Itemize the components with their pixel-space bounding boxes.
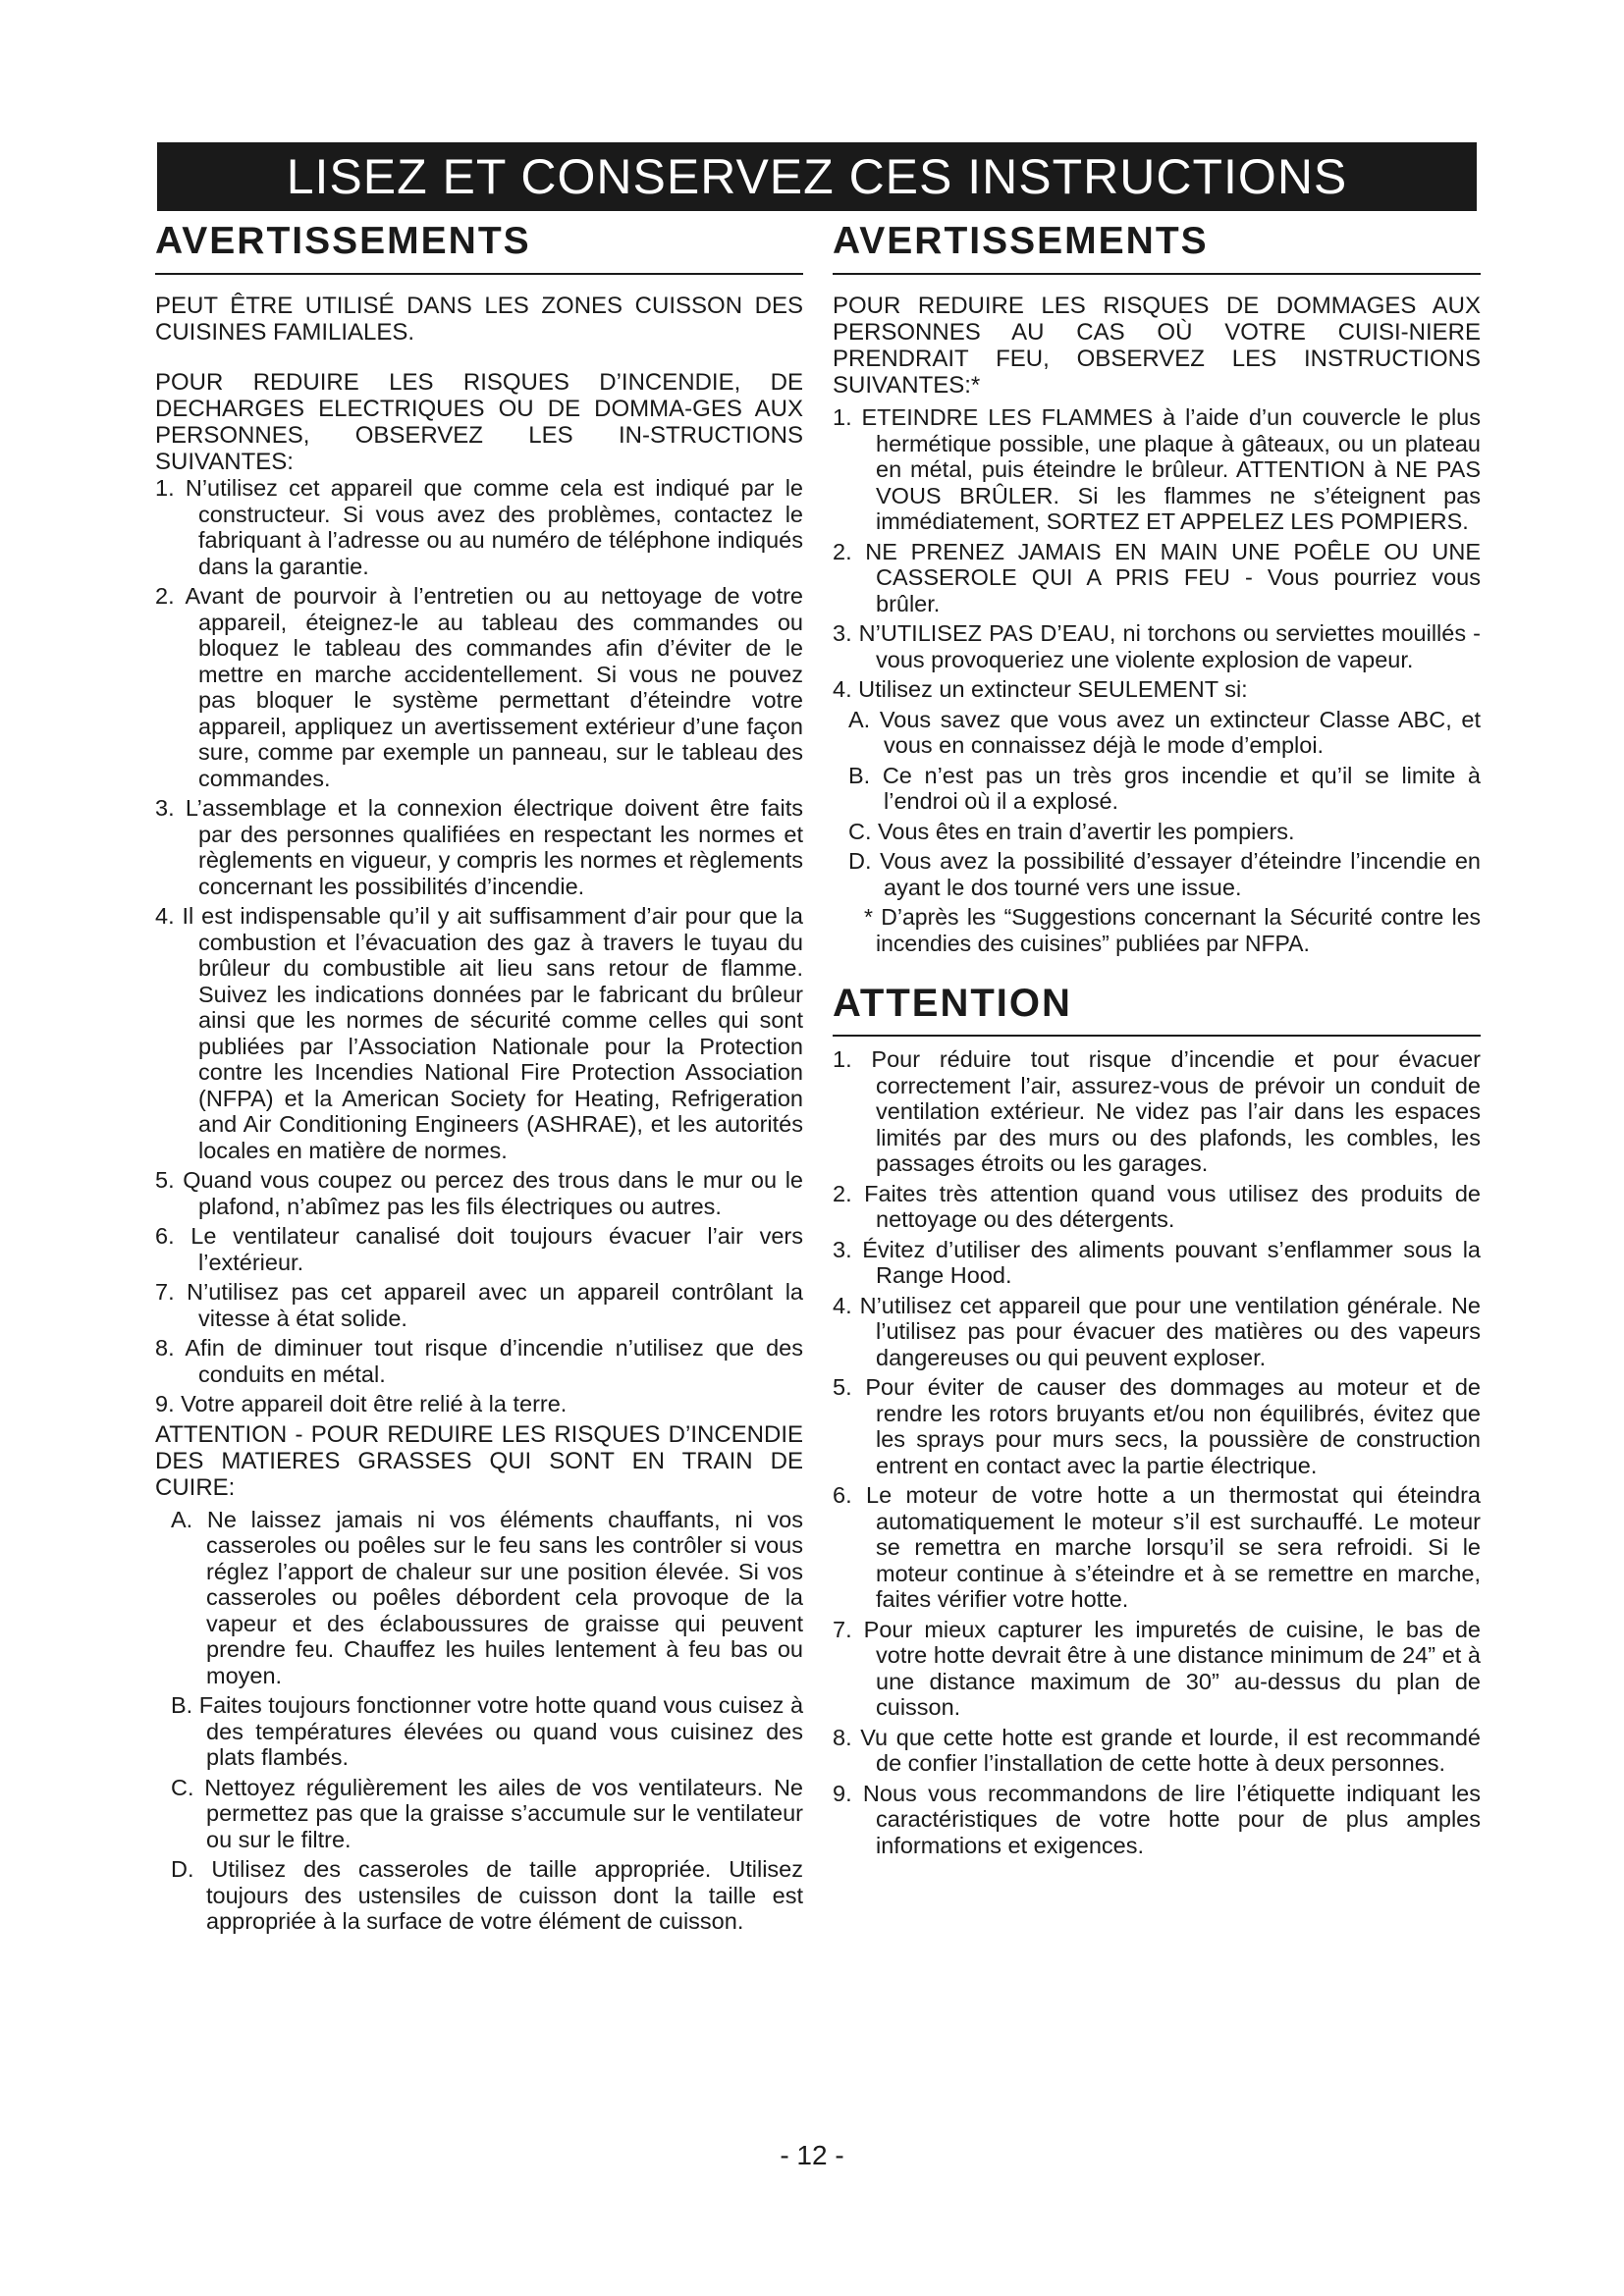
extinguisher-conditions-list (833, 707, 1481, 901)
list-item: 7. N’utilisez pas cet appareil avec un appareil contrôlant la vitesse à état solide. (155, 1279, 803, 1331)
list-item: 8. Vu que cette hotte est grande et lourde, il est recommandé de confier l’installation de cette hotte à deux personnes. (833, 1724, 1481, 1776)
attention-list (833, 1046, 1481, 1858)
list-item: D. Vous avez la possibilité d’essayer d’éteindre l’incendie en ayant le dos tourné vers une issue. (848, 848, 1481, 900)
list-item: A. Ne laissez jamais ni vos éléments chauffants, ni vos casseroles ou poêles sur le feu sans les contrôler si vous réglez l’apport de chaleur sur une position élevée. Si vos casseroles ou poêles débordent cela provoque de la vapeur et des éclaboussures de graisse qui peuvent prendre feu. Chauffez les huiles lentement à feu bas ou moyen. (171, 1506, 803, 1688)
list-item: 9. Nous vous recommandons de lire l’étiquette indiquant les caractéristiques de votre hotte pour de plus amples informations et exigences. (833, 1780, 1481, 1858)
right-column (833, 218, 1481, 1862)
list-item: B. Ce n’est pas un très gros incendie et qu’il se limite à l’endroi où il a explosé. (848, 762, 1481, 814)
right-section-title: AVERTISSEMENTS (833, 218, 1481, 275)
list-item: 5. Pour éviter de causer des dommages au moteur et de rendre les rotors bruyants et/ou non équilibrés, évitez que les sprays pour murs secs, la poussière de construction entrent en contact avec la partie électrique. (833, 1374, 1481, 1478)
list-item: 4. Il est indispensable qu’il y ait suffisamment d’air pour que la combustion et l’évacuation des gaz à travers le tuyau du brûleur du combustible ait lieu sans retour de flamme. Suivez les indications données par le fabricant du brûleur ainsi que les normes de sécurité comme celles qui sont publiées par l’Association Nationale pour la Protection contre les Incendies National Fire Protection Association (NFPA) et la American Society for Heating, Refrigeration and Air Conditioning Engineers (ASHRAE), et les autorités locales en matière de normes. (155, 903, 803, 1163)
list-item: A. Vous savez que vous avez un extincteur Classe ABC, et vous en connaissez déjà le mode d’emploi. (848, 706, 1481, 758)
list-item: C. Nettoyez régulièrement les ailes de vos ventilateurs. Ne permettez pas que la graisse s’accumule sur le ventilateur ou sur le filtre. (171, 1774, 803, 1852)
list-item: 1. N’utilisez cet appareil que comme cela est indiqué par le constructeur. Si vous avez des problèmes, contactez le fabriquant à l’adresse ou au numéro de téléphone indiqués dans la garantie. (155, 475, 803, 579)
list-item: B. Faites toujours fonctionner votre hotte quand vous cuisez à des températures élevées ou quand vous cuisinez des plats flambés. (171, 1692, 804, 1770)
list-item: 2. NE PRENEZ JAMAIS EN MAIN UNE POÊLE OU UNE CASSEROLE QUI A PRIS FEU - Vous pourriez vous brûler. (833, 538, 1481, 616)
list-item: 4. Utilisez un extincteur SEULEMENT si: (833, 676, 1248, 702)
list-item: 3. N’UTILISEZ PAS D’EAU, ni torchons ou serviettes mouillés - vous provoqueriez une violente explosion de vapeur. (833, 620, 1481, 672)
list-item: 3. L’assemblage et la connexion électrique doivent être faits par des personnes qualifiées en respectant les normes et règlements en vigueur, y compris les normes et règlements concernant les possibilités d’incendie. (155, 795, 803, 899)
list-item: 4. N’utilisez cet appareil que pour une ventilation générale. Ne l’utilisez pas pour évacuer des matières ou des vapeurs dangereuses ou qui peuvent exploser. (833, 1292, 1481, 1370)
list-item: C. Vous êtes en train d’avertir les pompiers. (848, 818, 1295, 844)
fire-response-list (833, 404, 1481, 703)
attention-title: ATTENTION (833, 980, 1481, 1037)
list-item: 9. Votre appareil doit être relié à la terre. (155, 1391, 568, 1416)
list-item: D. Utilisez des casseroles de taille appropriée. Utilisez toujours des ustensiles de cuisson dont la taille est appropriée à la surface de votre élément de cuisson. (171, 1856, 803, 1934)
list-item: 3. Évitez d’utiliser des aliments pouvant s’enflammer sous la Range Hood. (833, 1236, 1481, 1288)
right-intro: POUR REDUIRE LES RISQUES DE DOMMAGES AUX PERSONNES AU CAS OÙ VOTRE CUISI-NIERE PRENDRAIT FEU, OBSERVEZ LES INSTRUCTIONS SUIVANTES:* (833, 293, 1481, 399)
left-section-title: AVERTISSEMENTS (155, 218, 803, 275)
page-number: - 12 - (780, 2140, 844, 2170)
list-item: 2. Avant de pourvoir à l’entretien ou au nettoyage de votre appareil, éteignez-le au tableau des commandes ou bloquez le tableau des commandes afin d’éviter de le mettre en marche accidentellement. Si vous ne pouvez pas bloquer le système permettant d’éteindre votre appareil, appliquez un avertissement extérieur d’une façon sure, comme par exemple un panneau, sur le tableau des commandes. (155, 583, 803, 791)
list-item: 6. Le moteur de votre hotte a un thermostat qui éteindra automatiquement le moteur s’il est surchauffé. Le moteur se remettra en marche lorsqu’il se sera refroidi. Si le moteur continue à s’éteindre et à se remettre en marche, faites vérifier votre hotte. (833, 1482, 1481, 1612)
left-intro-usage: PEUT ÊTRE UTILISÉ DANS LES ZONES CUISSON DES CUISINES FAMILIALES. (155, 293, 803, 346)
grease-fire-heading: ATTENTION - POUR REDUIRE LES RISQUES D’INCENDIE DES MATIERES GRASSES QUI SONT EN TRAIN DE CUIRE: (155, 1420, 803, 1501)
nfpa-footnote: * D’après les “Suggestions concernant la Sécurité contre les incendies des cuisines” publiées par NFPA. (864, 904, 1481, 956)
page-banner: LISEZ ET CONSERVEZ CES INSTRUCTIONS (157, 142, 1477, 211)
list-item: 5. Quand vous coupez ou percez des trous dans le mur ou le plafond, n’abîmez pas les fils électriques ou autres. (155, 1167, 803, 1219)
left-warning-list (155, 475, 803, 1417)
grease-fire-list (155, 1507, 803, 1935)
left-intro-risks: POUR REDUIRE LES RISQUES D’INCENDIE, DE DECHARGES ELECTRIQUES OU DE DOMMA-GES AUX PERSONNES, OBSERVEZ LES IN-STRUCTIONS SUIVANTES: (155, 369, 803, 475)
list-item: 8. Afin de diminuer tout risque d’incendie n’utilisez que des conduits en métal. (155, 1335, 803, 1387)
list-item: 2. Faites très attention quand vous utilisez des produits de nettoyage ou des détergents. (833, 1180, 1481, 1232)
list-item: 6. Le ventilateur canalisé doit toujours évacuer l’air vers l’extérieur. (155, 1223, 803, 1275)
list-item: 7. Pour mieux capturer les impuretés de cuisine, le bas de votre hotte devrait être à une distance minimum de 24” et à une distance maximum de 30” au-dessus du plan de cuisson. (833, 1616, 1481, 1720)
list-item: 1. ETEINDRE LES FLAMMES à l’aide d’un couvercle le plus hermétique possible, une plaque à gâteaux, ou un plateau en métal, puis éteindre le brûleur. ATTENTION à NE PAS VOUS BRÛLER. Si les flammes ne s’éteignent pas immédiatement, SORTEZ ET APPELEZ LES POMPIERS. (833, 404, 1481, 534)
list-item: 1. Pour réduire tout risque d’incendie et pour évacuer correctement l’air, assurez-vous de prévoir un conduit de ventilation extérieur. Ne videz pas l’air dans les espaces limités par des murs ou des plafonds, les combles, les passages étroits ou les garages. (833, 1046, 1481, 1176)
left-column (155, 218, 803, 1939)
